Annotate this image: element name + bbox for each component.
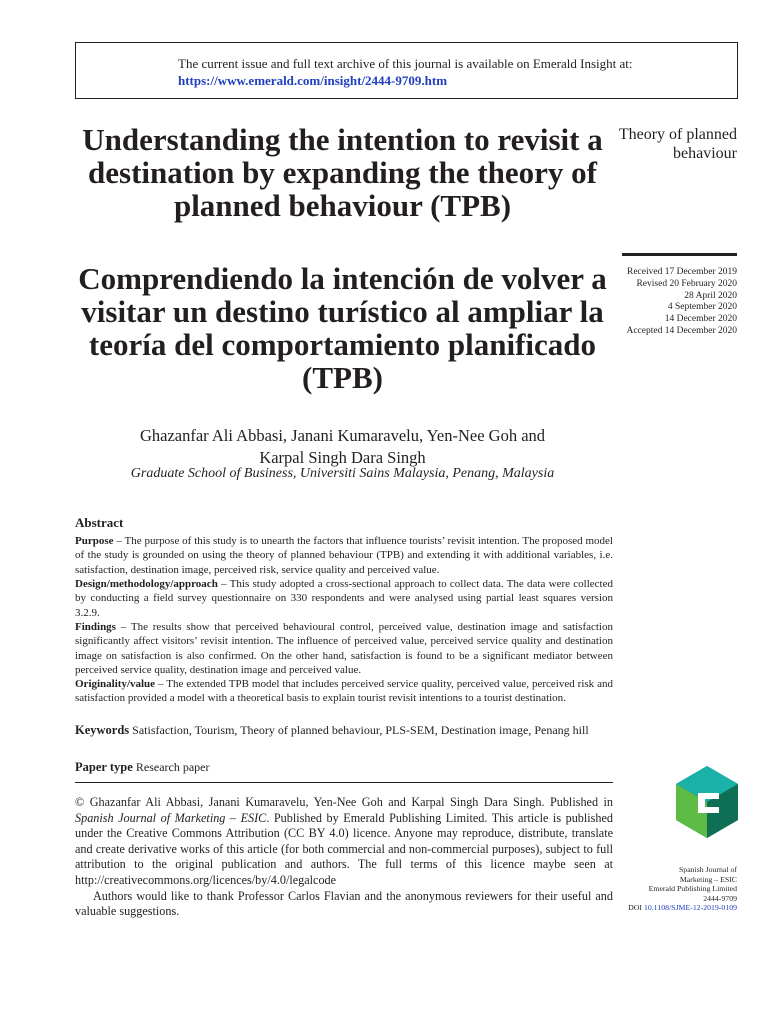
originality-dash: – <box>155 678 167 690</box>
acknowledgement: Authors would like to thank Professor Carlos Flavian and the anonymous reviewers for their useful and valuable suggestions. <box>75 888 613 919</box>
keywords-text: Satisfaction, Tourism, Theory of planned behaviour, PLS-SEM, Destination image, Penang hill <box>132 723 589 737</box>
originality-text: The extended TPB model that includes perceived service quality, perceived value, perceived risk and satisfaction provided a model with a theoretical basis to explain tourist revisit intentions to a tourist destination. <box>75 678 614 705</box>
doi-label: DOI <box>628 903 642 913</box>
findings-dash: – <box>115 621 131 633</box>
journal-name-line-2: Marketing – ESIC <box>679 874 737 884</box>
archive-notice-text: The current issue and full text archive of this journal is available on Emerald Insight at: <box>178 56 633 71</box>
history-revised: Revised 20 February 2020 <box>636 278 737 289</box>
running-title: Theory of planned behaviour <box>618 126 737 162</box>
paper-type-label: Paper type <box>75 760 133 774</box>
history-revised-3: 4 September 2020 <box>667 302 737 313</box>
authors-line-2: Karpal Singh Dara Singh <box>259 448 426 467</box>
author-affiliation: Graduate School of Business, Universiti Sains Malaysia, Penang, Malaysia <box>130 466 555 481</box>
emerald-logo-icon <box>676 766 738 838</box>
abstract-originality <box>75 677 613 706</box>
article-title-english: Understanding the intention to revisit a destination by expanding the theory of planned behaviour (TPB) <box>82 122 603 223</box>
journal-name-line-1: Spanish Journal of <box>678 865 737 874</box>
purpose-text: The purpose of this study is to unearth the factors that influence tourists’ revisit intention. The proposed model of the study is grounded on using the theory of planned behaviour (TPB) and extending it with additional variables, i.e. satisfaction, destination image, perceived risk, service quality and perceived value. <box>75 535 613 576</box>
article-title-spanish: Comprendiendo la intención de volver a visitar un destino turístico al ampliar la teoría del comportamiento planificado (TPB) <box>78 261 607 395</box>
abstract-keywords <box>75 723 613 738</box>
design-text: This study adopted a cross-sectional approach to collect data. The data were collected by conducting a field survey questionnaire on 330 respondents and were analysed using partial least squares version 3.2.9. <box>75 578 613 619</box>
journal-archive-link[interactable]: https://www.emerald.com/insight/2444-9709.htm <box>178 73 448 88</box>
abstract-design <box>75 577 613 620</box>
doi-link[interactable]: 10.1108/SJME-12-2019-0109 <box>643 903 737 913</box>
originality-label: Originality/value <box>75 678 156 690</box>
history-revised-4: 14 December 2020 <box>664 314 737 325</box>
abstract-findings <box>75 620 613 677</box>
archive-notice-box <box>75 42 738 99</box>
purpose-dash: – <box>113 535 125 547</box>
copyright-text-2: . Published by Emerald Publishing Limited. This article is published under the Creative Commons Attribution (CC BY 4.0) licence. Anyone may reproduce, distribute, translate and create derivative works of this article (for both commercial and non-commercial purposes), subject to full attribution to the original publication and authors. The full terms of this licence maybe seen at http://creativecommons.org/licences/by/4.0/legalcode <box>75 810 614 887</box>
authors-line-1: Ghazanfar Ali Abbasi, Janani Kumaravelu, Yen-Nee Goh and <box>139 426 546 445</box>
doi-line <box>597 903 737 913</box>
archive-notice <box>178 55 633 89</box>
submission-history <box>607 267 737 338</box>
journal-issn: 2444-9709 <box>703 893 737 903</box>
paper-type-text: Research paper <box>135 760 210 774</box>
design-dash: – <box>217 578 230 590</box>
abstract-heading: Abstract <box>75 515 124 530</box>
copyright-paragraph <box>75 795 613 889</box>
history-revised-2: 28 April 2020 <box>684 290 737 301</box>
section-divider <box>75 782 613 783</box>
publisher-name: Emerald Publishing Limited <box>648 884 737 894</box>
abstract-purpose <box>75 534 613 577</box>
findings-text: The results show that perceived behavioural control, perceived value, destination image and satisfaction significantly affect visitors’ revisit intention. The influence of perceived value, perceived service quality and destination image on satisfaction is also confirmed. On the other hand, satisfaction is found to be a significant mediator between perceived service quality, destination image and perceived value. <box>75 621 613 676</box>
journal-name-italic: Spanish Journal of Marketing – ESIC <box>75 810 267 825</box>
design-label: Design/methodology/approach <box>75 578 218 590</box>
copyright-text-1: © Ghazanfar Ali Abbasi, Janani Kumaravelu, Yen-Nee Goh and Karpal Singh Dara Singh. Published in <box>75 795 613 809</box>
keywords-label: Keywords <box>75 723 130 737</box>
findings-label: Findings <box>75 621 116 633</box>
running-title-rule <box>622 253 737 256</box>
author-list <box>75 425 610 469</box>
history-received: Received 17 December 2019 <box>627 267 737 277</box>
paper-type <box>75 760 210 775</box>
copyright-notice <box>75 795 613 920</box>
history-accepted: Accepted 14 December 2020 <box>626 325 737 336</box>
journal-info <box>597 865 737 913</box>
purpose-label: Purpose <box>75 535 114 547</box>
